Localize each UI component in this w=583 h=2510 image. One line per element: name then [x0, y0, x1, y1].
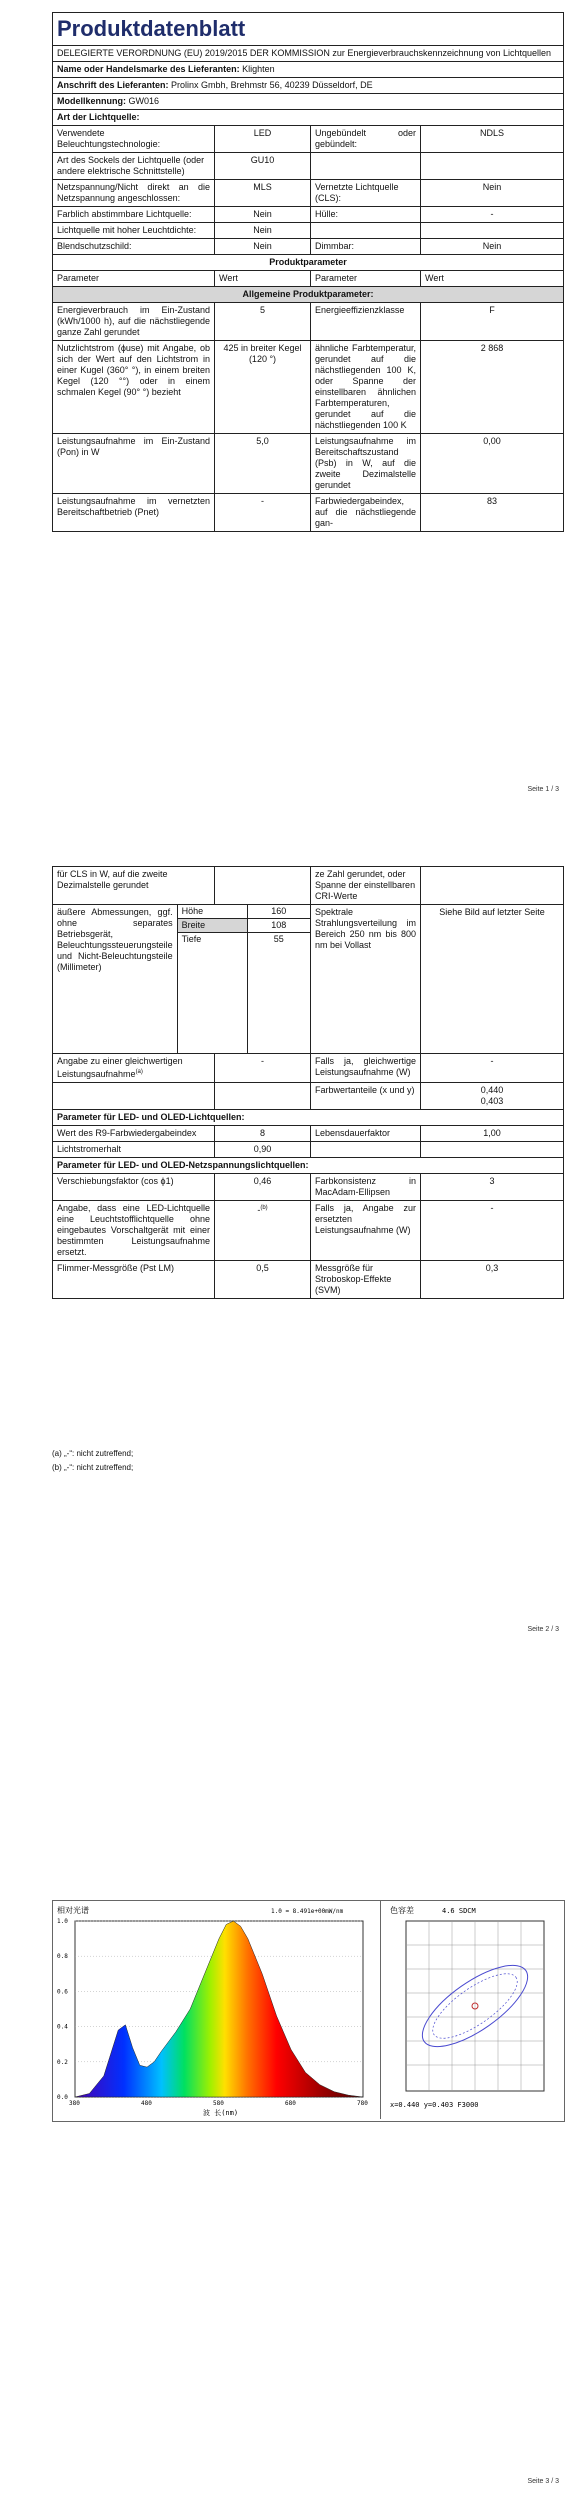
dim-name: Tiefe	[177, 933, 247, 1054]
chroma-values	[421, 1083, 564, 1110]
row-label: Farblich abstimmbare Lichtquelle:	[53, 207, 215, 223]
dim-name: Höhe	[177, 905, 247, 919]
table-row	[53, 494, 564, 532]
x-tick-label: 580	[213, 2100, 224, 2107]
footnote-a: (a) „-“: nicht zutreffend;	[52, 1449, 134, 1458]
spectrum-title: 相对光谱	[57, 1906, 89, 1915]
regulation-text: DELEGIERTE VERORDNUNG (EU) 2019/2015 DER KOMMISSION zur Energieverbrauchskennzeichnung von Lichtquellen	[53, 46, 564, 62]
model-label: Modellkennung:	[57, 96, 126, 106]
equiv-label-text: Angabe zu einer gleichwertigen Leistungsaufnahme	[57, 1056, 183, 1079]
model-row	[53, 94, 564, 110]
y-tick-label: 0.4	[57, 2023, 68, 2031]
param-value: 83	[421, 494, 564, 532]
replace-value-text: -	[257, 1205, 261, 1215]
table-row	[53, 153, 564, 180]
row-label: Vernetzte Lichtquelle (CLS):	[311, 180, 421, 207]
chroma-label: Farbwertanteile (x und y)	[311, 1083, 421, 1110]
row-value	[421, 223, 564, 239]
row-label: Dimmbar:	[311, 239, 421, 255]
equiv-power-value: -	[421, 1054, 564, 1083]
x-tick-label: 680	[285, 2100, 296, 2107]
table-row	[53, 1126, 564, 1142]
spectrum-area	[75, 1921, 363, 2097]
spectrum-xlabel: 波 长(nm)	[203, 2109, 239, 2117]
brand-value: Klighten	[242, 64, 275, 74]
y-tick-label: 0.6	[57, 1988, 68, 1996]
row-label: für CLS in W, auf die zweite Dezimalstelle gerundet	[53, 867, 215, 905]
y-tick-label: 0.8	[57, 1953, 68, 1961]
row-label	[311, 223, 421, 239]
dimensions-label: äußere Abmessungen, ggf. ohne separates Betriebsgerät, Beleuchtungssteuerungsteile und Nicht-Beleuchtungsteile (Millimeter)	[53, 905, 177, 1053]
page-number: Seite 3 / 3	[527, 2478, 559, 2485]
dim-value: 108	[247, 919, 310, 933]
param-label: Nutzlichtstrom (ϕuse) mit Angabe, ob sich der Wert auf den Lichtstrom in einer Kugel (360° °), in einem breiten Kegel (120 °°) oder in einem schmalen Kegel (90° °) bezieht	[53, 341, 215, 434]
tolerance-title: 色容差	[390, 1906, 414, 1915]
tolerance-grid	[406, 1921, 544, 2091]
page-number: Seite 2 / 3	[527, 1626, 559, 1633]
macadam-label: Farbkonsistenz in MacAdam-Ellipsen	[311, 1174, 421, 1201]
param-value: 0,00	[421, 434, 564, 494]
table-row	[53, 867, 564, 905]
dim-value: 160	[247, 905, 310, 919]
row-value: MLS	[215, 180, 311, 207]
row-value: -	[421, 207, 564, 223]
param-label: Leistungsaufnahme im vernetzten Bereitschaftbetrieb (Pnet)	[53, 494, 215, 532]
table-row	[53, 1054, 564, 1083]
footnote-ref: (b)	[260, 1205, 268, 1211]
params-header: Produktparameter	[53, 255, 564, 271]
y-tick-label: 0.0	[57, 2094, 68, 2101]
general-header: Allgemeine Produktparameter:	[53, 287, 564, 303]
row-label: Hülle:	[311, 207, 421, 223]
dim-value: 55	[247, 933, 310, 1054]
row-label: Art des Sockels der Lichtquelle (oder andere elektrische Schnittstelle)	[53, 153, 215, 180]
page-title: Produktdatenblatt	[53, 13, 564, 46]
y-tick-label: 1.0	[57, 1918, 68, 1925]
row-value: Nein	[215, 239, 311, 255]
strobo-label: Messgröße für Stroboskop-Effekte (SVM)	[311, 1261, 421, 1299]
col-header: Parameter	[53, 271, 215, 287]
param-label: Farbwiedergabeindex, auf die nächstliegende gan-	[311, 494, 421, 532]
lightsource-header: Art der Lichtquelle:	[53, 110, 564, 126]
row-label: Lichtquelle mit hoher Leuchtdichte:	[53, 223, 215, 239]
life-label: Lebensdauerfaktor	[311, 1126, 421, 1142]
row-value: Nein	[421, 180, 564, 207]
address-label: Anschrift des Lieferanten:	[57, 80, 169, 90]
row-label	[311, 153, 421, 180]
r9-label: Wert des R9-Farbwiedergabeindex	[53, 1126, 215, 1142]
life-value: 1,00	[421, 1126, 564, 1142]
row-label: ze Zahl gerundet, oder Spanne der einstellbaren CRI-Werte	[311, 867, 421, 905]
row-value: NDLS	[421, 126, 564, 153]
led-header: Parameter für LED- und OLED-Lichtquellen:	[53, 1110, 564, 1126]
spectrum-series-area	[75, 1921, 363, 2097]
page-1	[0, 0, 583, 830]
tolerance-sdcm: 4.6 SDCM	[442, 1907, 476, 1915]
y-tick-label: 0.2	[57, 2058, 68, 2066]
row-label: Ungebündelt oder gebündelt:	[311, 126, 421, 153]
table-row	[53, 223, 564, 239]
maint-label: Lichtstromerhalt	[53, 1142, 215, 1158]
flicker-value: 0,5	[215, 1261, 311, 1299]
row-label: Verwendete Beleuchtungstechnologie:	[53, 126, 215, 153]
param-value: 5	[215, 303, 311, 341]
chroma-x: 0,440	[480, 1085, 504, 1095]
table-row	[53, 239, 564, 255]
row-value	[421, 153, 564, 180]
page-2	[0, 830, 583, 1660]
replace-value	[215, 1201, 311, 1261]
x-tick-label: 780	[357, 2100, 368, 2107]
chroma-y: 0,403	[480, 1096, 504, 1106]
row-value: GU10	[215, 153, 311, 180]
param-value: 425 in breiter Kegel (120 °)	[215, 341, 311, 434]
col-header: Wert	[215, 271, 311, 287]
spectral-label: Spektrale Strahlungsverteilung im Bereich 250 nm bis 800 nm bei Vollast	[311, 905, 421, 1054]
col-header: Wert	[421, 271, 564, 287]
table-row	[53, 1201, 564, 1261]
dimensions-row	[53, 905, 564, 1054]
brand-row	[53, 62, 564, 78]
footnote-ref: (a)	[135, 1069, 143, 1075]
table-row	[53, 303, 564, 341]
row-value: Nein	[215, 223, 311, 239]
maint-value: 0,90	[215, 1142, 311, 1158]
table-row	[53, 341, 564, 434]
row-label: Netzspannung/Nicht direkt an die Netzspannung angeschlossen:	[53, 180, 215, 207]
address-row	[53, 78, 564, 94]
table-row	[53, 207, 564, 223]
replace-power-value: -	[421, 1201, 564, 1261]
equiv-label	[53, 1054, 215, 1083]
param-value: -	[215, 494, 311, 532]
param-value: F	[421, 303, 564, 341]
address-value: Prolinx Gmbh, Brehmstr 56, 40239 Düsseldorf, DE	[171, 80, 373, 90]
replace-label: Angabe, dass eine LED-Lichtquelle eine Leuchtstofflichtquelle ohne eingebautes Vorschaltgerät mit einer bestimmten Leistungsaufnahme ersetzt.	[53, 1201, 215, 1261]
replace-power-label: Falls ja, Angabe zur ersetzten Leistungsaufnahme (W)	[311, 1201, 421, 1261]
col-header: Parameter	[311, 271, 421, 287]
params-column-headers	[53, 271, 564, 287]
param-label: Leistungsaufnahme im Ein-Zustand (Pon) in W	[53, 434, 215, 494]
row-value: Nein	[215, 207, 311, 223]
footnote-b: (b) „-“: nicht zutreffend;	[52, 1463, 134, 1472]
table-row	[53, 180, 564, 207]
row-value: LED	[215, 126, 311, 153]
param-label: Leistungsaufnahme im Bereitschaftszustand (Psb) in W, auf die zweite Dezimalstelle gerundet	[311, 434, 421, 494]
table-row	[53, 434, 564, 494]
pf-label: Verschiebungsfaktor (cos ϕ1)	[53, 1174, 215, 1201]
spectrum-formula: 1.0 = 8.491e+00mW/nm	[271, 1908, 344, 1915]
datasheet-table-page2	[52, 866, 564, 1299]
model-value: GW016	[128, 96, 160, 106]
tolerance-coords: x=0.440 y=0.403 F3000	[390, 2101, 479, 2109]
table-row	[53, 126, 564, 153]
mains-header: Parameter für LED- und OLED-Netzspannungslichtquellen:	[53, 1158, 564, 1174]
table-row	[53, 1174, 564, 1201]
strobo-value: 0,3	[421, 1261, 564, 1299]
flicker-label: Flimmer-Messgröße (Pst LM)	[53, 1261, 215, 1299]
param-label: Energieeffizienzklasse	[311, 303, 421, 341]
table-row	[53, 1142, 564, 1158]
param-label: ähnliche Farbtemperatur, gerundet auf die nächstliegenden 100 K, oder Spanne der einstellbaren ähnlichen Farbtemperaturen, gerundet auf die nächstliegenden 100 K	[311, 341, 421, 434]
x-tick-label: 480	[141, 2100, 152, 2107]
row-value: Nein	[421, 239, 564, 255]
row-label: Blendschutzschild:	[53, 239, 215, 255]
figure-divider	[380, 1901, 381, 2119]
color-tolerance-chart	[382, 1901, 564, 2119]
equiv-power-label: Falls ja, gleichwertige Leistungsaufnahme (W)	[311, 1054, 421, 1083]
table-row	[53, 1261, 564, 1299]
param-value: 2 868	[421, 341, 564, 434]
spectrum-chart	[53, 1901, 378, 2119]
equiv-value: -	[215, 1054, 311, 1083]
param-label: Energieverbrauch im Ein-Zustand (kWh/1000 h), auf die nächstliegende ganze Zahl gerundet	[53, 303, 215, 341]
macadam-value: 3	[421, 1174, 564, 1201]
brand-label: Name oder Handelsmarke des Lieferanten:	[57, 64, 240, 74]
param-value: 5,0	[215, 434, 311, 494]
pf-value: 0,46	[215, 1174, 311, 1201]
x-tick-label: 380	[69, 2100, 80, 2107]
datasheet-table-page1	[52, 12, 564, 532]
page-number: Seite 1 / 3	[527, 786, 559, 793]
table-row	[53, 1083, 564, 1110]
dim-name: Breite	[177, 919, 247, 933]
spectral-value: Siehe Bild auf letzter Seite	[421, 905, 564, 1054]
spectrum-figure	[52, 1900, 565, 2122]
r9-value: 8	[215, 1126, 311, 1142]
